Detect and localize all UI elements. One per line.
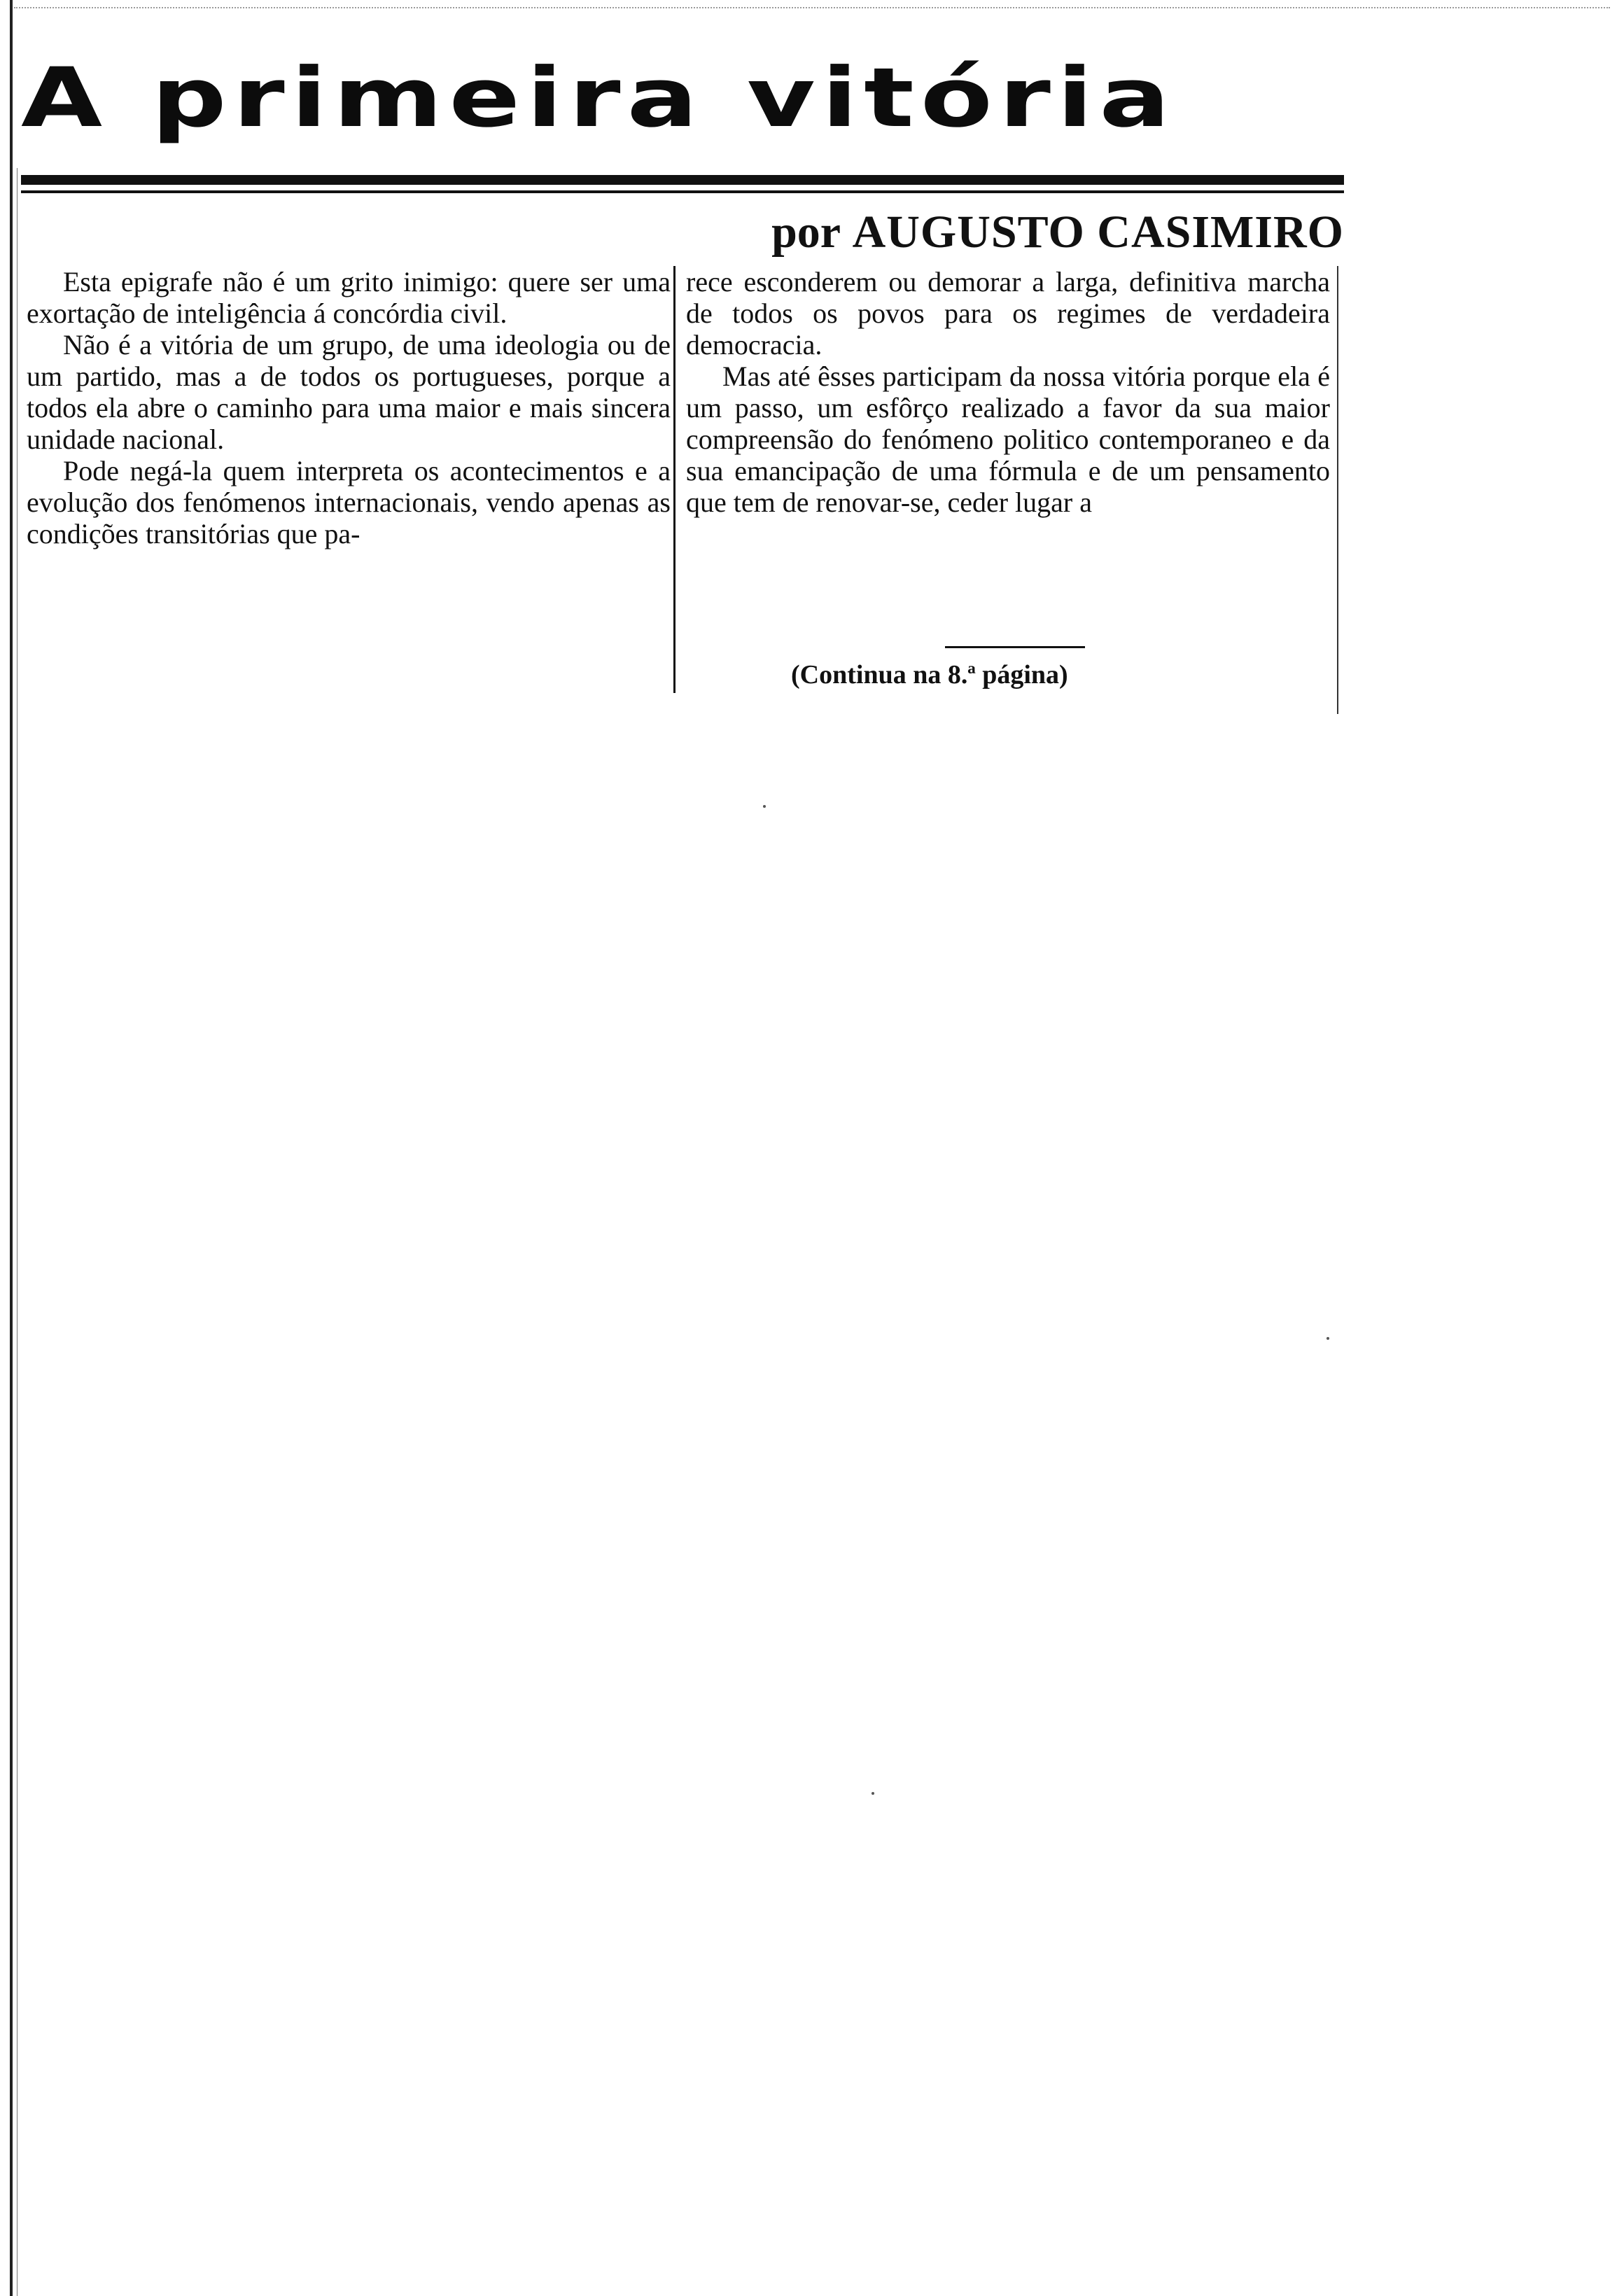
scan-speck — [763, 805, 766, 808]
scan-speck — [872, 1792, 874, 1795]
paragraph-3: Pode negá-la quem interpreta os acontecimentos e a evolução dos fenómenos internacionais, vendo apenas as condições transitórias que pa- — [27, 455, 671, 550]
headline-rule — [21, 175, 1344, 185]
scan-left-margin-rule — [10, 0, 13, 2296]
continuation-rule — [945, 646, 1085, 648]
byline-author: AUGUSTO CASIMIRO — [852, 206, 1344, 258]
scan-top-edge — [14, 7, 1610, 8]
article-column-right — [686, 266, 1330, 518]
paragraph-2: Não é a vitória de um grupo, de uma ideologia ou de um partido, mas a de todos os portugueses, porque a todos ela abre o caminho para uma maior e mais sincera unidade nacional. — [27, 329, 671, 455]
article-column-left — [27, 266, 671, 550]
article-headline: A primeira vitória — [21, 50, 1177, 146]
paragraph-4: Mas até êsses participam da nossa vitória porque ela é um passo, um esfôrço realizado a favor da sua maior compreensão do fenómeno politico contemporaneo e da sua emancipação de uma fórmula e de um pensamento que tem de renovar-se, ceder lugar a — [686, 360, 1330, 518]
clipping-right-edge — [1337, 266, 1338, 714]
newspaper-clipping — [21, 28, 1344, 714]
byline — [771, 204, 1344, 260]
scan-speck — [1326, 1337, 1329, 1340]
paragraph-continued: rece esconderem ou demorar a larga, definitiva marcha de todos os povos para os regimes de verdadeira democracia. — [686, 266, 1330, 360]
column-divider — [673, 266, 676, 693]
byline-prefix: por — [771, 206, 841, 258]
paragraph-1: Esta epigrafe não é um grito inimigo: quere ser uma exortação de inteligência á concórdia civil. — [27, 266, 671, 329]
scan-left-margin-thin-rule — [17, 168, 18, 2296]
continuation-note: (Continua na 8.ª página) — [791, 660, 1068, 690]
headline-rule-thin — [21, 190, 1344, 193]
